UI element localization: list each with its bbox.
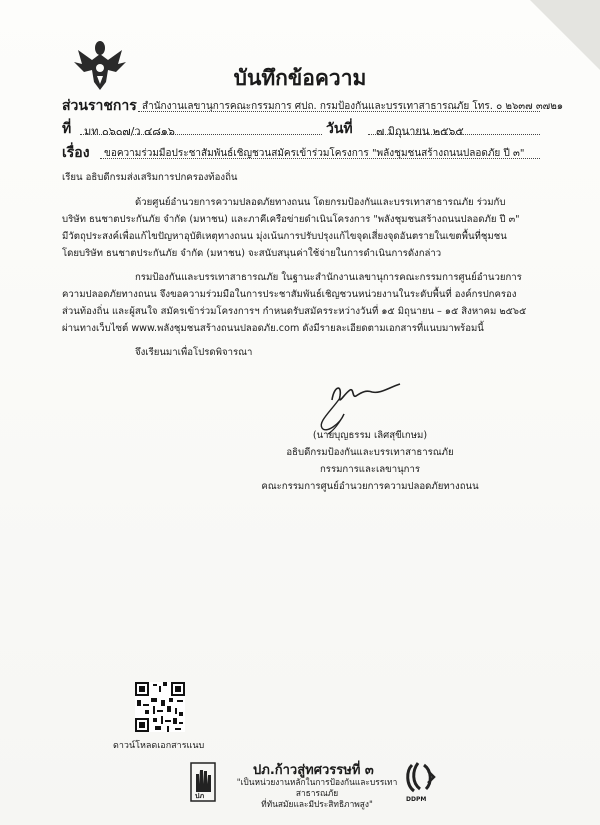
salutation: เรียน อธิบดีกรมส่งเสริมการปกครองท้องถิ่น bbox=[62, 172, 238, 183]
footer-title: ปภ.ก้าวสู่ทศวรรษที่ ๓ bbox=[253, 763, 374, 778]
agency-label: ส่วนราชการ bbox=[62, 98, 137, 114]
p1-line: ด้วยศูนย์อำนวยการความปลอดภัยทางถนน โดยกรมป้องกันและบรรเทาสาธารณภัย ร่วมกับ bbox=[135, 197, 506, 208]
footer-motto-line-2: ที่ทันสมัยและมีประสิทธิภาพสูง" bbox=[261, 799, 373, 809]
logo-right-text: DDPM bbox=[406, 796, 427, 803]
page-fold bbox=[530, 0, 600, 70]
ref-underline bbox=[80, 134, 322, 135]
signer-name: (นายบุญธรรม เลิศสุขีเกษม) bbox=[312, 430, 428, 441]
p1-line: โดยบริษัท ธนชาตประกันภัย จำกัด (มหาชน) จะสนับสนุนค่าใช้จ่ายในการดำเนินการดังกล่าว bbox=[62, 248, 442, 259]
p1-line: บริษัท ธนชาตประกันภัย จำกัด (มหาชน) และภาคีเครือข่ายดำเนินโครงการ "พลังชุมชนสร้างถนนปลอดภัย ปี ๓" bbox=[62, 214, 520, 225]
footer-motto bbox=[219, 777, 415, 810]
subject-label: เรื่อง bbox=[62, 145, 90, 161]
p2-line: กรมป้องกันและบรรเทาสาธารณภัย ในฐานะสำนักงานเลขานุการคณะกรรมการศูนย์อำนวยการ bbox=[135, 272, 522, 283]
date-value: ๗ มิถุนายน ๒๕๖๕ bbox=[376, 125, 464, 138]
p2-line: ส่วนท้องถิ่น และผู้สนใจ สมัครเข้าร่วมโครงการฯ กำหนดรับสมัครระหว่างวันที่ ๑๕ มิถุนายน – ๑๕ สิงหาคม ๒๕๖๕ bbox=[62, 306, 527, 317]
qr-code-icon[interactable] bbox=[135, 682, 185, 732]
ref-label: ที่ bbox=[62, 121, 72, 137]
qr-caption: ดาวน์โหลดเอกสารแนบ bbox=[113, 741, 205, 751]
signer-position-3: คณะกรรมการศูนย์อำนวยการความปลอดภัยทางถนน bbox=[261, 481, 479, 492]
subject-underline bbox=[100, 158, 540, 159]
agency-underline bbox=[138, 111, 540, 112]
memo-title: บันทึกข้อความ bbox=[233, 66, 367, 90]
logo-left-text: ปภ bbox=[195, 792, 205, 800]
date-underline bbox=[368, 134, 540, 135]
ref-value: มท ๐๖๐๗/ว ๔๘๑๖ bbox=[84, 125, 175, 138]
p1-line: มีวัตถุประสงค์เพื่อแก้ไขปัญหาอุบัติเหตุทางถนน มุ่งเน้นการปรับปรุงแก้ไขจุดเสี่ยงจุดอันตรายในเขตพื้นที่ชุมชน bbox=[62, 231, 507, 242]
signer-position-2: กรรมการและเลขานุการ bbox=[319, 464, 420, 475]
signer-position-1: อธิบดีกรมป้องกันและบรรเทาสาธารณภัย bbox=[286, 447, 454, 458]
closing-text: จึงเรียนมาเพื่อโปรดพิจารณา bbox=[135, 347, 253, 358]
p2-line: ความปลอดภัยทางถนน จึงขอความร่วมมือในการประชาสัมพันธ์เชิญชวนหน่วยงานในระดับพื้นที่ องค์กรปกครอง bbox=[62, 289, 517, 300]
agency-value: สำนักงานเลขานุการคณะกรรมการ ศปถ. กรมป้องกันและบรรเทาสาธารณภัย โทร. ๐ ๒๖๓๗ ๓๗๒๑ bbox=[142, 101, 564, 112]
subject-value: ขอความร่วมมือประชาสัมพันธ์เชิญชวนสมัครเข้าร่วมโครงการ "พลังชุมชนสร้างถนนปลอดภัย ปี ๓" bbox=[104, 148, 525, 159]
footer-motto-line-1: "เป็นหน่วยงานหลักในการป้องกันและบรรเทาสาธารณภัย bbox=[236, 777, 398, 798]
date-label: วันที่ bbox=[326, 121, 353, 137]
p2-line: ผ่านทางเว็บไซต์ www.พลังชุมชนสร้างถนนปลอดภัย.com ดังมีรายละเอียดตามเอกสารที่แนบมาพร้อมนี้ bbox=[62, 323, 484, 334]
